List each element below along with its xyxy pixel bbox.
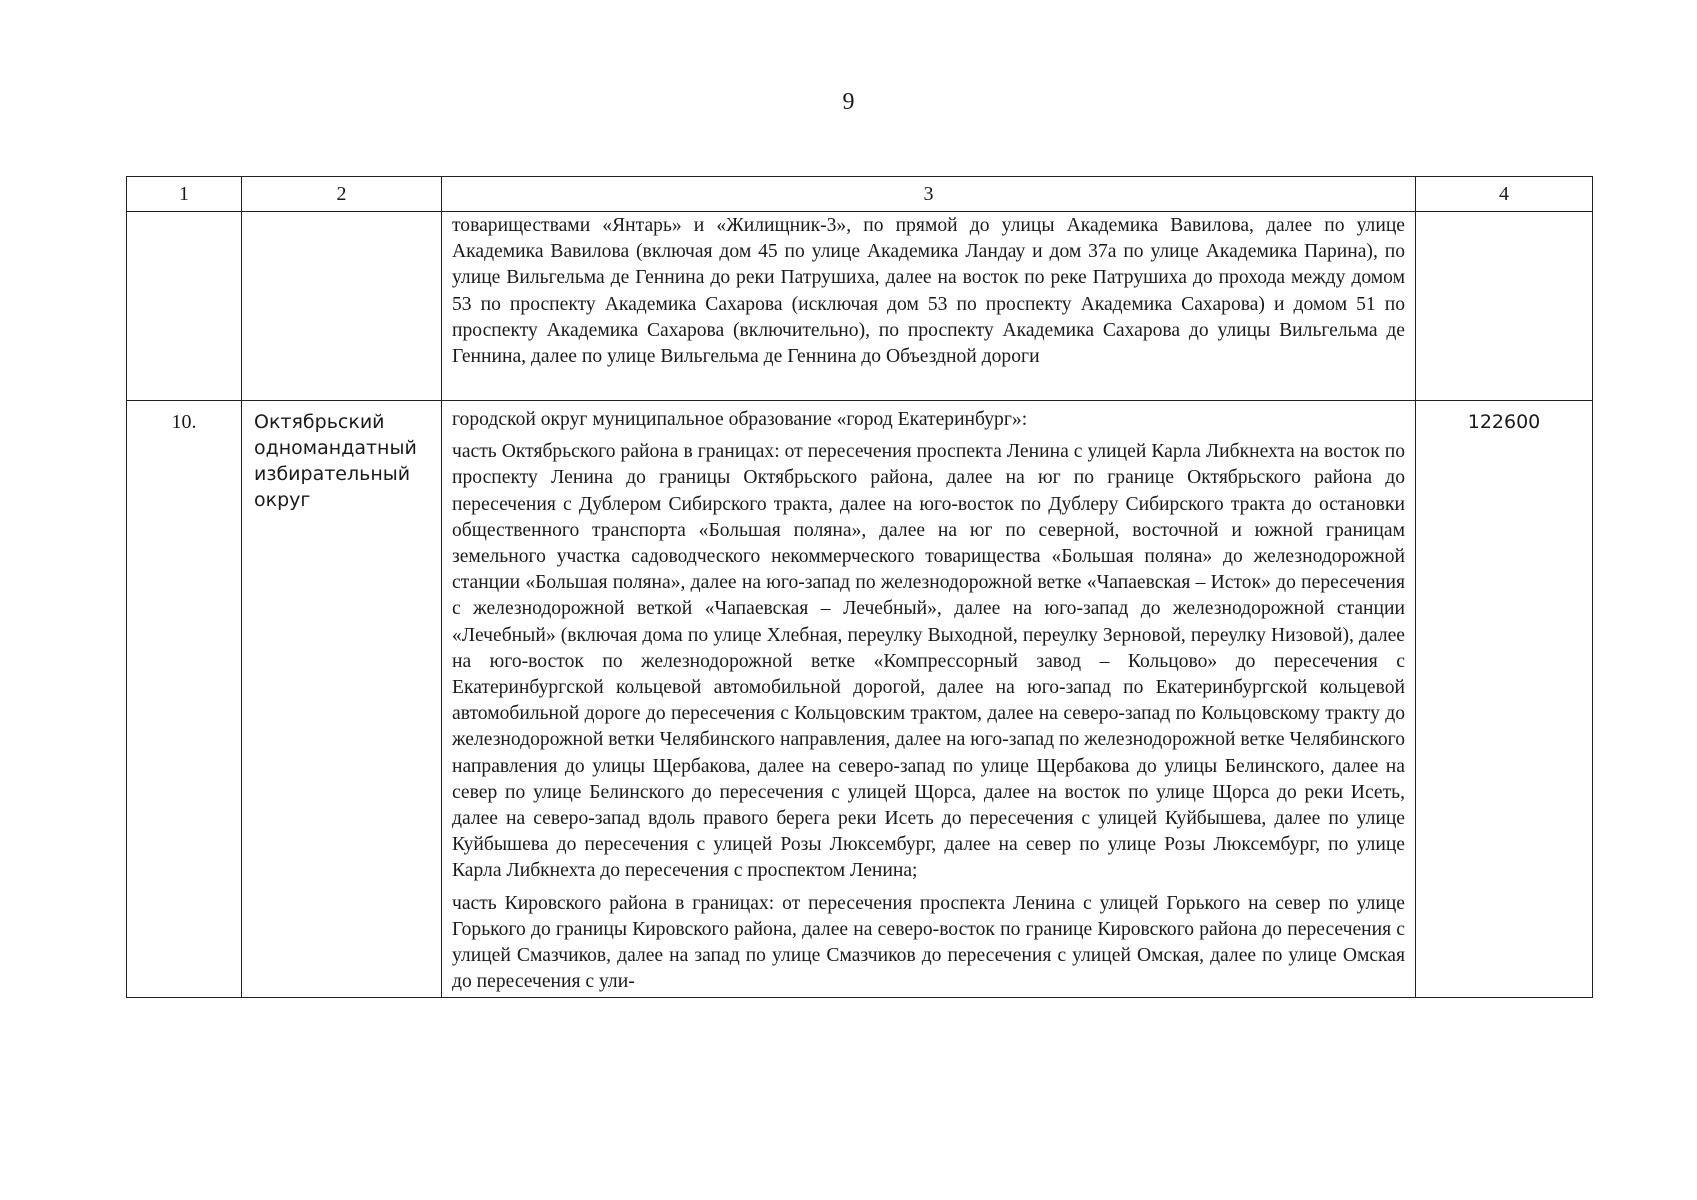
district-description: [442, 401, 1415, 997]
row-number-cell: [127, 401, 242, 998]
districts-table: [126, 176, 1593, 998]
district-name: Октябрьский одномандатный избирательный округ: [254, 411, 417, 511]
table-row-continuation: [127, 212, 1593, 401]
table-row-10: [127, 401, 1593, 998]
header-col-4: 4: [1416, 177, 1593, 212]
header-col-2: 2: [242, 177, 442, 212]
district-description: товариществами «Янтарь» и «Жилищник-3», по прямой до улицы Академика Вавилова, далее по улице Академика Вавилова (включая дом 45 по улице Академика Ландау и дом 37а по улице Академика Парина), по улице Вильгельма де Геннина до реки Патрушиха, далее на восток по реке Патрушиха до прохода между домом 53 по проспекту Академика Сахарова (исключая дом 53 по проспекту Академика Сахарова) и домом 51 по проспекту Академика Сахарова (включительно), по проспекту Академика Сахарова до улицы Вильгельма де Геннина, далее по улице Вильгельма де Геннина до Объездной дороги: [452, 215, 1405, 368]
district-description-cell: [442, 401, 1416, 998]
voters-count: 122600: [1467, 411, 1541, 433]
district-description-cell: [442, 212, 1416, 401]
district-name-cell: [242, 212, 442, 401]
header-col-3: 3: [442, 177, 1416, 212]
voters-cell: [1416, 212, 1593, 401]
row-number-cell: [127, 212, 242, 401]
district-name-cell: [242, 401, 442, 998]
voters-cell: [1416, 401, 1593, 998]
description-paragraph: часть Октябрьского района в границах: от пересечения проспекта Ленина с улицей Карла Либкнехта на восток по проспекту Ленина до границы Октябрьского района, далее на юг по границе Октябрьского района до пересечения с Дублером Сибирского тракта, далее на юго-восток по Дублеру Сибирского тракта до остановки общественного транспорта «Большая поляна», далее на юг по северной, восточной и южной границам земельного участка садоводческого некоммерческого товарищества «Большая поляна» до железнодорожной станции «Большая поляна», далее на юго-запад по железнодорожной ветке «Чапаевская – Исток» до пересечения с железнодорожной веткой «Чапаевская – Лечебный», далее на юго-запад до железнодорожной станции «Лечебный» (включая дома по улице Хлебная, переулку Выходной, переулку Зерновой, переулку Низовой), далее на юго-восток по железнодорожной ветке «Компрессорный завод – Кольцово» до пересечения с Екатеринбургской кольцевой автомобильной дорогой, далее на юго-запад по Екатеринбургской кольцевой автомобильной дороге до пересечения с Кольцовским трактом, далее на северо-запад по Кольцовскому тракту до железнодорожной ветки Челябинского направления, далее на юго-запад по железнодорожной ветке Челябинского направления до улицы Щербакова, далее на северо-запад по улице Щербакова до улицы Белинского, далее на север по улице Белинского до пересечения с улицей Щорса, далее на восток по улице Щорса до реки Исеть, далее на северо-запад вдоль правого берега реки Исеть до пересечения с улицей Куйбышева, далее по улице Куйбышева до пересечения с улицей Розы Люксембург, далее на север по улице Розы Люксембург, по улице Карла Либкнехта до пересечения с проспектом Ленина;: [452, 441, 1405, 882]
description-paragraph: часть Кировского района в границах: от пересечения проспекта Ленина с улицей Горького на север по улице Горького до границы Кировского района, далее на северо-восток по границе Кировского района до пересечения с улицей Смазчиков, далее на запад по улице Смазчиков до пересечения с улицей Омская, далее по улице Омская до пересечения с ули-: [452, 892, 1405, 993]
header-col-1: 1: [127, 177, 242, 212]
row-number: 10.: [171, 411, 197, 433]
table-header-row: [127, 177, 1593, 212]
page-number: 9: [842, 89, 855, 115]
description-paragraph: городской округ муниципальное образование «город Екатеринбург»:: [452, 409, 1028, 430]
